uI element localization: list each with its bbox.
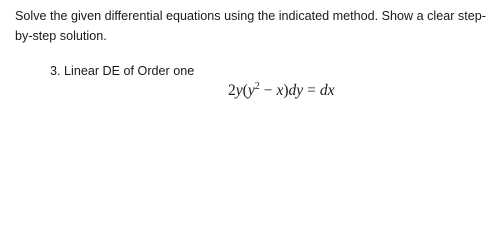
problem-title: Linear DE of Order one [64, 64, 195, 78]
problem-heading [50, 63, 194, 79]
problem-number: 3. [50, 64, 61, 78]
instructions-text: Solve the given differential equations using the indicated method. Show a clear step-by-step solution. [15, 9, 486, 43]
differential-equation: $2y(y^2 - x)dy$ = dx [228, 81, 335, 99]
